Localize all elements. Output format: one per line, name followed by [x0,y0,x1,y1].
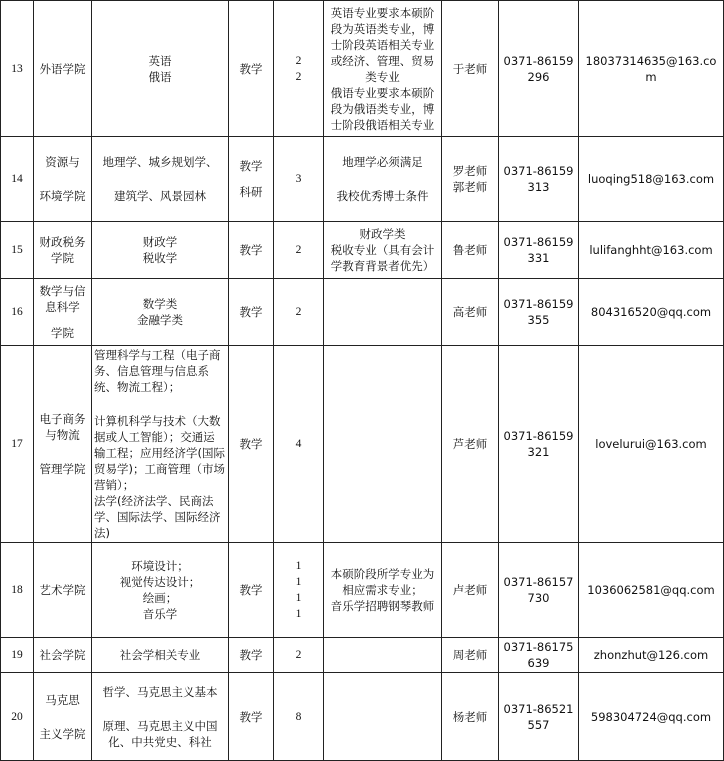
requirement-line: 本硕阶段所学专业为 [330,567,435,581]
requirement-line: 相应需求专业； [342,583,423,597]
major-list-line: 俄语 [148,69,172,84]
headcount [274,543,324,638]
contact-person-line: 罗老师 [452,164,488,178]
college-name [34,346,92,543]
position-type [229,137,274,222]
requirement-line: 税收专业（具有会计 [330,243,435,257]
position-type-line: 教学 [239,305,263,319]
major-list-line: 金融学类 [137,313,183,327]
requirement [324,346,442,543]
college-name-line: 数学与信 [39,284,86,298]
requirement-line: 俄语专业要求本硕阶 [330,85,435,100]
requirement [324,1,442,137]
position-type [229,543,274,638]
row-number: 20 [1,673,34,761]
major-list-line: 数学类 [142,297,178,311]
email-address[interactable]: 18037314635@163.com [579,1,724,137]
major-list-line: 贸易学)；工商管理（市场 [94,462,225,476]
contact-person [442,346,499,543]
position-type-line: 教学 [239,437,263,451]
contact-person-line: 杨老师 [452,709,488,724]
major-list-line: 视觉传达设计； [119,575,201,589]
college-name-line: 环境学院 [39,189,86,203]
requirement-line: 学教育背景者优先） [330,259,435,273]
major-list-line: 绘画； [142,591,178,605]
position-type [229,222,274,279]
major-list-line: 计算机科学与技术（大数 [94,414,221,428]
requirement [324,137,442,222]
row-number: 15 [1,222,34,279]
college-name-line: 资源与 [45,155,80,169]
major-list-line: 统、物流工程）； [94,380,181,394]
college-name-line: 主义学院 [39,726,86,741]
major-list [92,279,229,346]
email-address[interactable]: lovelurui@163.com [579,346,724,543]
contact-person-line: 芦老师 [452,437,488,451]
table-row [1,279,724,346]
college-name [34,137,92,222]
major-list [92,137,229,222]
row-number: 14 [1,137,34,222]
row-number: 16 [1,279,34,346]
requirement [324,673,442,761]
major-list [92,543,229,638]
position-type [229,279,274,346]
requirement-line: 段为俄语类专业，博 [330,101,435,116]
contact-person [442,222,499,279]
major-list [92,222,229,279]
major-list-line: 化、中共党史、科社 [108,734,212,749]
headcount-line: 2 [295,70,302,83]
college-name [34,543,92,638]
contact-person-line: 高老师 [452,305,488,319]
headcount-line: 4 [295,438,302,450]
major-list-line: 管理科学与工程（电子商 [94,348,221,362]
phone-number: 0371-86521557 [499,673,579,761]
college-name-line: 学院 [51,326,74,340]
college-name [34,638,92,673]
contact-person-line: 郭老师 [452,180,488,194]
requirement-line: 段为英语类专业，博 [330,21,435,36]
major-list-line: 务、信息管理与信息系 [94,364,209,378]
college-name-line: 管理学院 [39,462,86,476]
major-list-line: 法学(经济法学、民商法 [94,494,214,508]
row-number: 13 [1,1,34,137]
position-type [229,346,274,543]
major-list-line: 哲学、马克思主义基本 [102,684,218,699]
headcount [274,279,324,346]
headcount-line: 1 [295,576,302,588]
requirement-line: 音乐学招聘钢琴教师 [330,599,435,613]
table-row [1,638,724,673]
major-list-line: 原理、马克思主义中国 [102,718,218,733]
college-name-line: 息科学 [45,300,80,314]
email-address[interactable]: luoqing518@163.com [579,137,724,222]
major-list-line: 据或人工智能）；交通运 [94,430,215,444]
contact-person [442,543,499,638]
requirement-line: 我校优秀博士条件 [336,189,429,203]
email-address[interactable]: 598304724@qq.com [579,673,724,761]
college-name [34,673,92,761]
major-list-line: 输工程；应用经济学(国际 [94,446,225,460]
contact-person [442,638,499,673]
major-list [92,638,229,673]
position-type-line: 教学 [239,243,263,257]
phone-number: 0371-86175639 [499,638,579,673]
position-type-line: 科研 [239,185,263,199]
table-row [1,346,724,543]
major-list-line: 环境设计； [131,559,189,573]
major-list-line: 音乐学 [142,607,178,621]
contact-person-line: 卢老师 [452,583,488,597]
headcount-line: 3 [295,173,302,185]
major-list-line: 法) [94,526,110,540]
contact-person [442,137,499,222]
email-address[interactable]: zhonzhut@126.com [579,638,724,673]
major-list-line: 建筑学、风景园林 [114,189,206,203]
contact-person-line: 鲁老师 [452,243,488,257]
college-name [34,222,92,279]
major-list-line: 营销）； [94,478,135,492]
headcount [274,346,324,543]
requirement-line: 地理学必须满足 [342,155,423,169]
requirement [324,279,442,346]
headcount-line: 2 [295,54,302,67]
headcount [274,638,324,673]
headcount [274,673,324,761]
headcount-line: 1 [295,560,302,572]
email-address[interactable]: 804316520@qq.com [579,279,724,346]
headcount-line: 1 [295,592,302,604]
table-row [1,543,724,638]
college-name-line: 社会学院 [39,648,86,662]
email-address[interactable]: lulifanghht@163.com [579,222,724,279]
major-list-line: 学、国际法学、国际经济 [94,510,221,524]
requirement [324,543,442,638]
position-type-line: 教学 [239,709,263,724]
headcount [274,137,324,222]
phone-number: 0371-86159313 [499,137,579,222]
contact-person [442,1,499,137]
major-list [92,673,229,761]
headcount [274,222,324,279]
major-list-line: 社会学相关专业 [119,648,201,662]
major-list [92,1,229,137]
phone-number: 0371-86159331 [499,222,579,279]
table-row [1,222,724,279]
table-row [1,1,724,137]
table-row [1,137,724,222]
position-type [229,638,274,673]
headcount-line: 2 [295,306,302,318]
college-name-line: 与物流 [45,428,80,442]
headcount [274,1,324,137]
position-type [229,673,274,761]
position-type-line: 教学 [239,583,263,597]
row-number: 18 [1,543,34,638]
college-name-line: 学院 [51,251,74,265]
position-type-line: 教学 [239,61,263,76]
requirement-line: 财政学类 [359,227,406,241]
contact-person-line: 于老师 [452,61,488,76]
contact-person-line: 周老师 [452,648,488,662]
requirement [324,222,442,279]
email-address[interactable]: 1036062581@qq.com [579,543,724,638]
college-name [34,1,92,137]
position-type-line: 教学 [239,648,263,662]
headcount-line: 2 [295,244,302,256]
contact-person [442,673,499,761]
table-row [1,673,724,761]
college-name [34,279,92,346]
phone-number: 0371-86157730 [499,543,579,638]
major-list-line: 英语 [148,53,172,68]
college-name-line: 艺术学院 [39,583,86,597]
major-list [92,346,229,543]
headcount-line: 8 [295,710,302,723]
major-list-line: 地理学、城乡规划学、 [102,155,218,169]
requirement-line: 英语专业要求本硕阶 [330,5,435,20]
phone-number: 0371-86159321 [499,346,579,543]
requirement-line: 士阶段英语相关专业 [330,37,435,52]
college-name-line: 电子商务 [39,412,86,426]
requirement-line: 士阶段俄语相关专业 [330,117,435,132]
row-number: 17 [1,346,34,543]
major-list-line: 税收学 [142,251,178,265]
requirement-line: 或经济、管理、贸易 [330,53,435,68]
position-type-line: 教学 [239,159,263,173]
requirement [324,638,442,673]
row-number: 19 [1,638,34,673]
position-type [229,1,274,137]
phone-number: 0371-86159355 [499,279,579,346]
requirement-line: 类专业 [365,69,400,84]
college-name-line: 财政税务 [39,235,86,249]
headcount-line: 1 [295,608,302,620]
phone-number: 0371-86159296 [499,1,579,137]
headcount-line: 2 [295,649,302,661]
college-name-line: 外语学院 [39,61,86,76]
major-list-line: 财政学 [142,235,178,249]
contact-person [442,279,499,346]
college-name-line: 马克思 [45,692,80,707]
